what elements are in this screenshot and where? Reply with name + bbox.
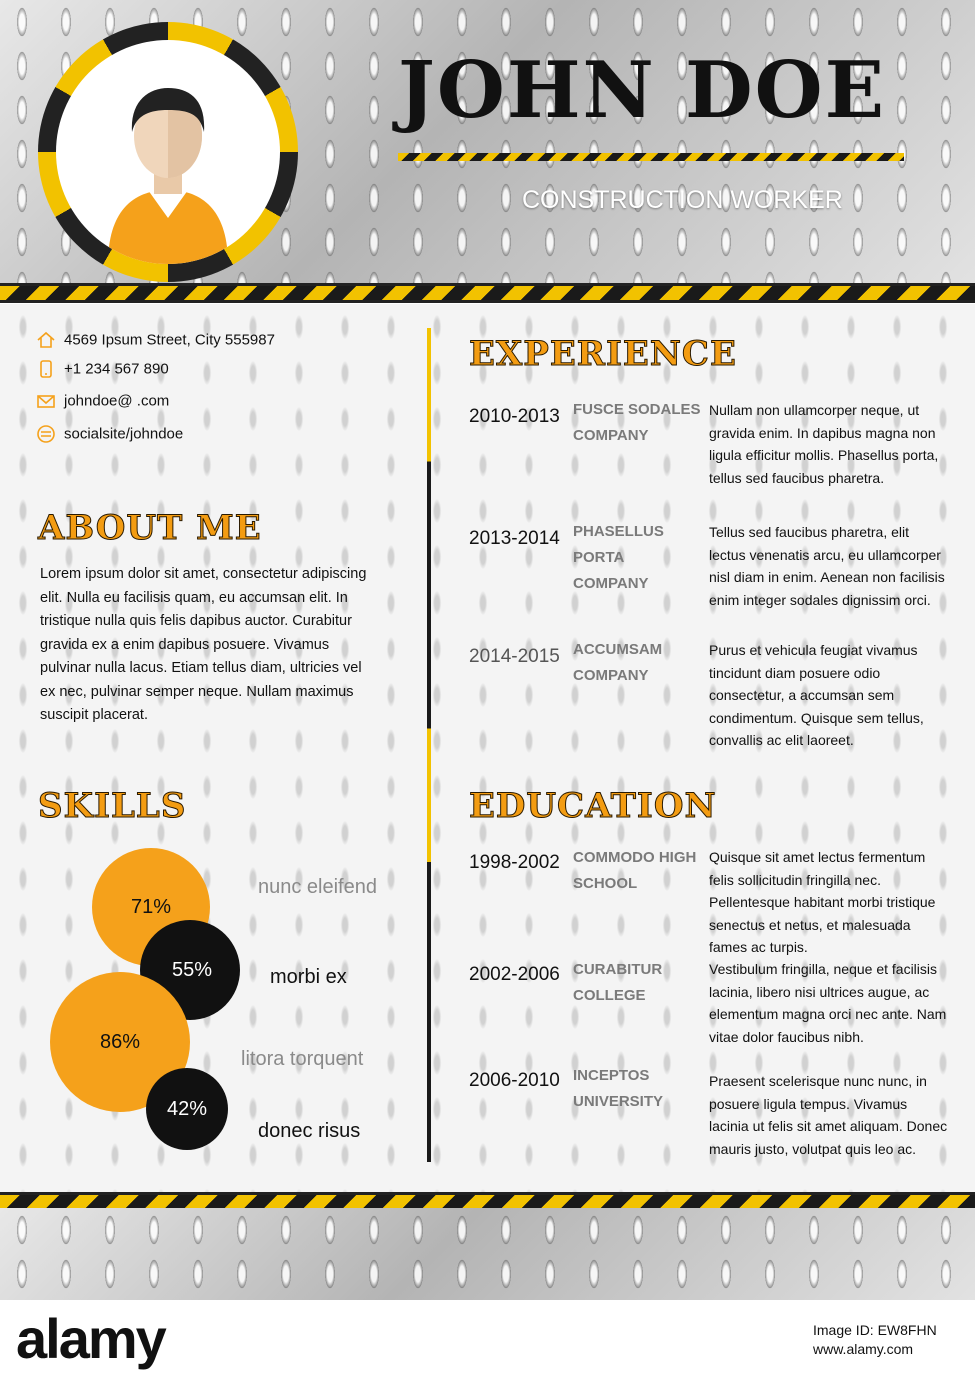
avatar [56, 40, 280, 264]
experience-description: Purus et vehicula feugiat vivamus tincidunt diam posuere odio consectetur, a accumsan sem condimentum. Quisque sem tellus, convallis ac elit laoreet. [709, 642, 924, 749]
email-icon [36, 391, 56, 411]
watermark-image-id: Image ID: EW8FHN [813, 1322, 937, 1338]
home-icon [36, 330, 56, 350]
experience-description: Tellus sed faucibus pharetra, elit lectus venenatis arcu, eu ullamcorper nisl diam in enim. Aenean non facilisis enim integer sodales dignissim orci. [709, 524, 945, 608]
about-text: Lorem ipsum dolor sit amet, consectetur adipiscing elit. Nulla eu facilisis quam, eu accumsan elit. In tristique nulla quis felis dapibus auctor. Curabitur gravida ex a enim dapibus posuere. Vivamus pulvinar nulla lacus. Etiam tellus diam, ultricies vel ex nec, pulvinar semper neque. Nullam maximus suscipit placerat. [40, 566, 367, 723]
education-school: COMMODO HIGH SCHOOL [573, 849, 697, 892]
skill-value: 86% [99, 1030, 141, 1053]
column-divider [427, 328, 431, 1162]
skills-heading: SKILLS [38, 786, 187, 826]
avatar-frame [38, 22, 298, 282]
contact-social: socialsite/johndoe [36, 424, 183, 444]
footer-background [0, 1208, 975, 1300]
hazard-stripe-top [0, 283, 975, 303]
education-description: Vestibulum fringilla, neque et facilisis lacinia, libero nisi ultrices augue, ac elementum magna orci nec ante. Nam vitae dolor faucibus nibh. [709, 961, 947, 1045]
education-heading: EDUCATION [469, 786, 717, 826]
experience-years: 2014-2015 [469, 646, 560, 667]
contact-address: 4569 Ipsum Street, City 555987 [36, 330, 275, 350]
watermark-logo: alamy [16, 1307, 165, 1370]
skill-value: 71% [130, 895, 172, 918]
education-years: 2006-2010 [469, 1070, 560, 1091]
experience-years: 2010-2013 [469, 406, 560, 427]
skill-value: 42% [166, 1097, 208, 1120]
contact-phone: +1 234 567 890 [36, 359, 169, 379]
skill-value: 55% [171, 958, 212, 981]
education-school: INCEPTOS UNIVERSITY [573, 1067, 664, 1110]
job-title: CONSTRUCTION WORKER [522, 186, 843, 214]
experience-years: 2013-2014 [469, 528, 560, 549]
education-years: 1998-2002 [469, 852, 560, 873]
watermark-url: www.alamy.com [813, 1341, 914, 1357]
experience-description: Nullam non ullamcorper neque, ut gravida enim. In dapibus magna non ligula efficitur mollis. Phasellus porta, tellus sed faucibus pharetra. [709, 402, 939, 486]
experience-company: FUSCE SODALES COMPANY [573, 401, 701, 444]
skill-label: litora torquent [241, 1048, 364, 1070]
experience-company: ACCUMSAM COMPANY [573, 641, 663, 684]
skill-label: nunc eleifend [258, 876, 377, 898]
skill-label: morbi ex [270, 966, 347, 988]
experience-company: PHASELLUS PORTA COMPANY [573, 523, 664, 592]
education-school: CURABITUR COLLEGE [573, 961, 663, 1004]
about-heading: ABOUT ME [38, 508, 262, 548]
experience-heading: EXPERIENCE [469, 334, 737, 374]
skill-label: donec risus [258, 1120, 361, 1142]
skill-bubble [146, 1068, 228, 1150]
name-underline [398, 153, 904, 161]
contact-email: johndoe@ .com [36, 391, 169, 411]
phone-icon [36, 359, 56, 379]
candidate-name: JOHN DOE [398, 45, 887, 136]
education-years: 2002-2006 [469, 964, 560, 985]
social-icon [36, 424, 56, 444]
education-description: Quisque sit amet lectus fermentum felis sollicitudin fringilla nec. Pellentesque habitant morbi tristique senectus et netus, et malesuada fames ac turpis. [709, 849, 936, 956]
education-description: Praesent scelerisque nunc nunc, in posuere ligula tempus. Vivamus lacinia ut felis sit amet aliquam. Donec mauris justo, volutpat quis leo ac. [709, 1073, 948, 1157]
person-icon [56, 40, 280, 264]
